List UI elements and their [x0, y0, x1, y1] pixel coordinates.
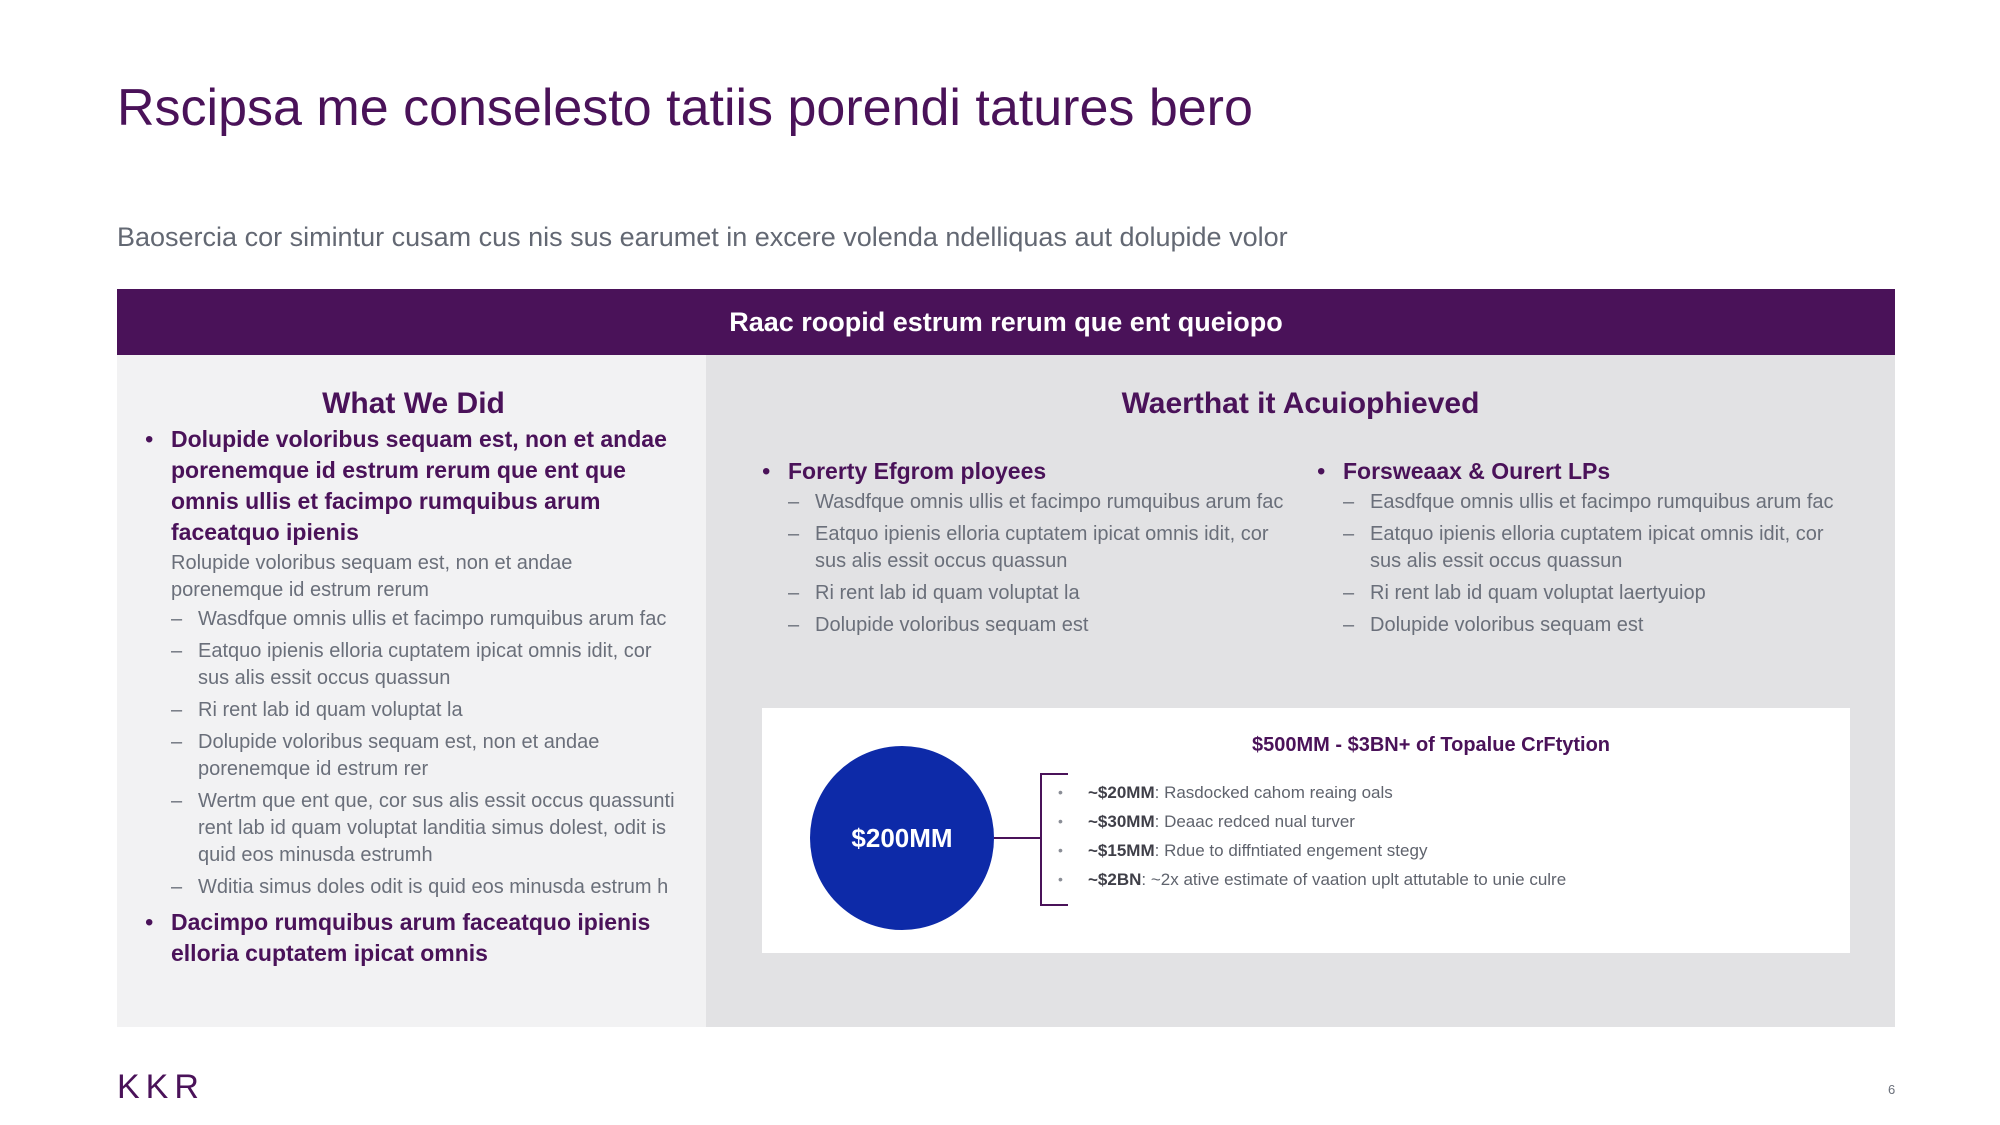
section-banner	[117, 289, 1895, 355]
connector-line	[994, 837, 1042, 839]
dash-icon: –	[171, 790, 183, 812]
sub-list-item	[171, 697, 686, 724]
dash-icon: –	[788, 491, 800, 513]
sub-item-text: Ri rent lab id quam voluptat la	[815, 582, 1080, 604]
sub-item-text: Eatquo ipienis elloria cuptatem ipicat omnis idit, cor sus alis essit occus quassun	[1370, 523, 1824, 572]
dash-icon: –	[788, 523, 800, 545]
dash-icon: –	[1343, 614, 1355, 636]
what-we-did-panel	[117, 355, 706, 1027]
kkr-logo: KKR	[117, 1068, 205, 1106]
achievements-panel	[706, 355, 1895, 1027]
bullet-icon: •	[1058, 842, 1063, 858]
sub-list-item	[788, 489, 1298, 516]
dash-icon: –	[171, 731, 183, 753]
sub-list-item	[1343, 612, 1853, 639]
what-we-did-list	[141, 424, 686, 969]
sub-item-text: Ri rent lab id quam voluptat laertyuiop	[1370, 582, 1706, 604]
breakdown-text: : ~2x ative estimate of vaation uplt attutable to unie culre	[1141, 870, 1567, 889]
list-item	[758, 456, 1298, 639]
banner-text: Raac roopid estrum rerum que ent queiopo	[729, 306, 1283, 337]
list-item	[1313, 456, 1853, 639]
value-circle	[810, 746, 994, 930]
bullet-lead: Forerty Efgrom ployees	[788, 458, 1047, 484]
breakdown-item	[1058, 836, 1566, 865]
sub-list-item	[788, 521, 1298, 575]
dash-icon: –	[788, 582, 800, 604]
sub-item-text: Eatquo ipienis elloria cuptatem ipicat omnis idit, cor sus alis essit occus quassun	[815, 523, 1269, 572]
sub-list-item	[171, 638, 686, 692]
sub-list-item	[171, 729, 686, 783]
list-item	[141, 424, 686, 901]
dash-icon: –	[1343, 491, 1355, 513]
sub-item-text: Easdfque omnis ullis et facimpo rumquibus arum fac	[1370, 491, 1834, 513]
employees-list	[758, 456, 1298, 639]
page-number: 6	[1888, 1082, 1896, 1097]
breakdown-amount: ~$30MM	[1088, 812, 1155, 831]
sub-list-item	[171, 606, 686, 633]
sub-list-item	[1343, 580, 1853, 607]
sub-list	[171, 606, 686, 901]
sub-list-item	[171, 874, 686, 901]
sub-item-text: Wertm que ent que, cor sus alis essit occus quassunti rent lab id quam voluptat landitia simus dolest, odit is quid eos minusda estrumh	[198, 790, 675, 866]
sub-item-text: Dolupide voloribus sequam est	[815, 614, 1089, 636]
what-we-did-heading: What We Did	[322, 387, 505, 420]
sub-list	[788, 489, 1298, 639]
circle-value: $200MM	[851, 822, 953, 853]
bullet-icon: •	[1317, 458, 1326, 485]
bullet-icon: •	[1058, 871, 1063, 887]
dash-icon: –	[1343, 523, 1355, 545]
sub-list	[1343, 489, 1853, 639]
breakdown-text: : Deaac redced nual turver	[1154, 812, 1355, 831]
bullet-icon: •	[1058, 784, 1063, 800]
sub-item-text: Dolupide voloribus sequam est	[1370, 614, 1644, 636]
bullet-icon: •	[1058, 813, 1063, 829]
sub-item-text: Wasdfque omnis ullis et facimpo rumquibus arum fac	[198, 608, 667, 630]
breakdown-text: : Rdue to diffntiated engement stegy	[1154, 841, 1428, 860]
dash-icon: –	[171, 640, 183, 662]
dash-icon: –	[171, 876, 183, 898]
bullet-lead: Dacimpo rumquibus arum faceatquo ipienis elloria cuptatem ipicat omnis	[171, 909, 651, 966]
breakdown-item	[1058, 807, 1566, 836]
list-item	[141, 907, 686, 969]
bullet-icon: •	[145, 426, 154, 453]
page-subtitle: Baosercia cor simintur cusam cus nis sus earumet in excere volenda ndelliquas aut dolupide volor	[117, 222, 1288, 252]
sub-item-text: Wasdfque omnis ullis et facimpo rumquibus arum fac	[815, 491, 1284, 513]
value-creation-title: $500MM - $3BN+ of Topalue CrFtytion	[1252, 734, 1611, 756]
lps-column	[1313, 456, 1853, 644]
page-title: Rscipsa me conselesto tatiis porendi tatures bero	[117, 79, 1253, 137]
sub-item-text: Dolupide voloribus sequam est, non et andae porenemque id estrum rer	[198, 731, 600, 780]
sub-item-text: Ri rent lab id quam voluptat la	[198, 699, 463, 721]
sub-list-item	[1343, 489, 1853, 516]
breakdown-item	[1058, 865, 1566, 894]
bullet-icon: •	[762, 458, 771, 485]
bullet-icon: •	[145, 909, 154, 936]
breakdown-text: : Rasdocked cahom reaing oals	[1154, 783, 1393, 802]
bullet-text: Rolupide voloribus sequam est, non et andae porenemque id estrum rerum	[171, 552, 573, 601]
sub-list-item	[788, 612, 1298, 639]
breakdown-amount: ~$20MM	[1088, 783, 1155, 802]
sub-list-item	[171, 788, 686, 869]
dash-icon: –	[171, 699, 183, 721]
dash-icon: –	[171, 608, 183, 630]
sub-list-item	[1343, 521, 1853, 575]
breakdown-amount: ~$15MM	[1088, 841, 1155, 860]
bullet-lead: Forsweaax & Ourert LPs	[1343, 458, 1611, 484]
dash-icon: –	[1343, 582, 1355, 604]
lps-list	[1313, 456, 1853, 639]
sub-item-text: Wditia simus doles odit is quid eos minusda estrum h	[198, 876, 669, 898]
sub-list-item	[788, 580, 1298, 607]
achievements-heading: Waerthat it Acuiophieved	[1121, 387, 1480, 420]
employees-column	[758, 456, 1298, 644]
bullet-lead: Dolupide voloribus sequam est, non et andae porenemque id estrum rerum que ent que omnis ullis et facimpo rumquibus arum faceatquo ipienis	[171, 426, 667, 545]
breakdown-amount: ~$2BN	[1088, 870, 1142, 889]
breakdown-item	[1058, 778, 1566, 807]
dash-icon: –	[788, 614, 800, 636]
value-breakdown-list	[1058, 778, 1566, 894]
sub-item-text: Eatquo ipienis elloria cuptatem ipicat omnis idit, cor sus alis essit occus quassun	[198, 640, 652, 689]
value-creation-box	[762, 708, 1850, 953]
